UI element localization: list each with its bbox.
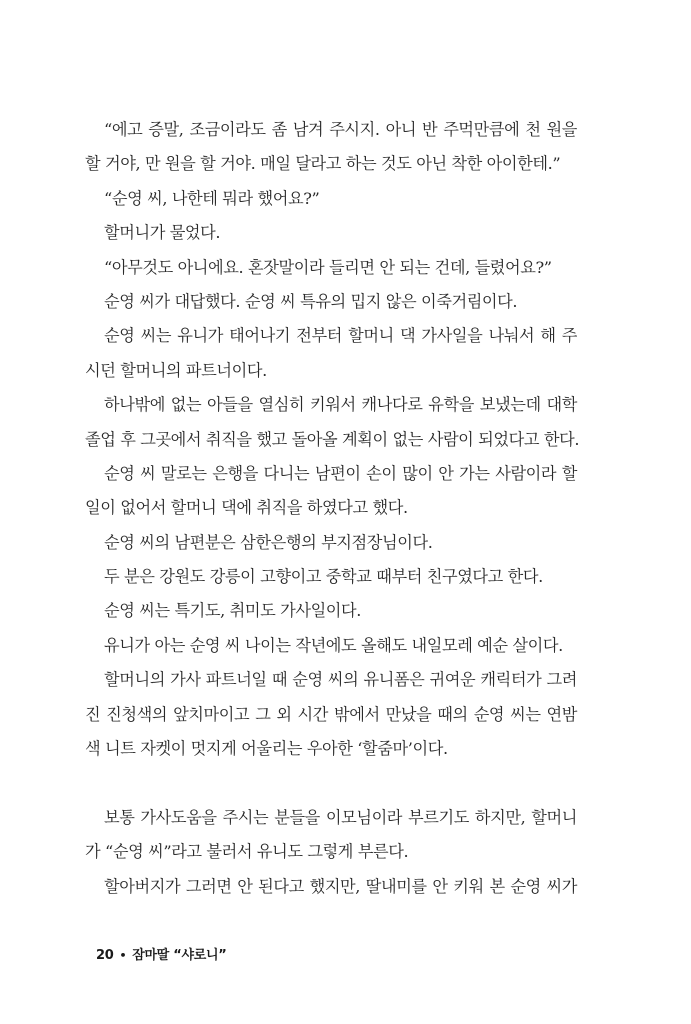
text-line: 순영 씨 말로는 은행을 다니는 남편이 손이 많이 안 가는 사람이라 할 bbox=[104, 463, 577, 483]
paragraph-gap bbox=[85, 766, 577, 800]
text-line: 순영 씨가 대답했다. 순영 씨 특유의 밉지 않은 이죽거림이다. bbox=[104, 291, 518, 311]
text-line: “순영 씨, 나한테 뭐라 했어요?” bbox=[104, 188, 320, 208]
text-line: 진 진청색의 앞치마이고 그 외 시간 밖에서 만났을 때의 순영 씨는 연밤 bbox=[85, 704, 577, 724]
text-line: 할아버지가 그러면 안 된다고 했지만, 딸내미를 안 키워 본 순영 씨가 bbox=[104, 876, 577, 896]
book-title: 잠마딸 “샤로니” bbox=[132, 948, 227, 963]
text-line: 하나밖에 없는 아들을 열심히 키워서 캐나다로 유학을 보냈는데 대학 bbox=[104, 395, 577, 415]
text-line: 두 분은 강원도 강릉이 고향이고 중학교 때부터 친구였다고 한다. bbox=[104, 567, 543, 587]
text-line: 일이 없어서 할머니 댁에 취직을 하였다고 했다. bbox=[85, 498, 408, 518]
text-line: 졸업 후 그곳에서 취직을 했고 돌아올 계획이 없는 사람이 되었다고 한다. bbox=[85, 429, 580, 449]
page-body bbox=[85, 113, 580, 904]
text-line: 할 거야, 만 원을 할 거야. 매일 달라고 하는 것도 아닌 착한 아이한테.” bbox=[85, 154, 561, 174]
text-line: 순영 씨는 특기도, 취미도 가사일이다. bbox=[104, 601, 362, 621]
page-number: 20 bbox=[96, 948, 114, 963]
text-line: “아무것도 아니에요. 혼잣말이라 들리면 안 되는 건데, 들렸어요?” bbox=[104, 257, 552, 277]
text-line: 순영 씨는 유니가 태어나기 전부터 할머니 댁 가사일을 나눠서 해 주 bbox=[104, 326, 577, 346]
text-line: 색 니트 자켓이 멋지게 어울리는 우아한 ‘할줌마’이다. bbox=[85, 739, 448, 759]
separator-dot-icon: • bbox=[119, 949, 127, 962]
text-line: 할머니의 가사 파트너일 때 순영 씨의 유니폼은 귀여운 캐릭터가 그려 bbox=[104, 670, 577, 690]
text-line: “에고 증말, 조금이라도 좀 남겨 주시지. 아니 반 주먹만큼에 천 원을 bbox=[104, 120, 577, 139]
text-line: 유니가 아는 순영 씨 나이는 작년에도 올해도 내일모레 예순 살이다. bbox=[104, 635, 563, 655]
text-line: 보통 가사도움을 주시는 분들을 이모님이라 부르기도 하지만, 할머니 bbox=[104, 807, 577, 827]
page-footer bbox=[96, 944, 227, 963]
text-line: 할머니가 물었다. bbox=[104, 223, 221, 243]
text-line: 시던 할머니의 파트너이다. bbox=[85, 360, 267, 380]
text-line: 순영 씨의 남편분은 삼한은행의 부지점장님이다. bbox=[104, 532, 433, 552]
text-line: 가 “순영 씨”라고 불러서 유니도 그렇게 부른다. bbox=[85, 842, 409, 862]
